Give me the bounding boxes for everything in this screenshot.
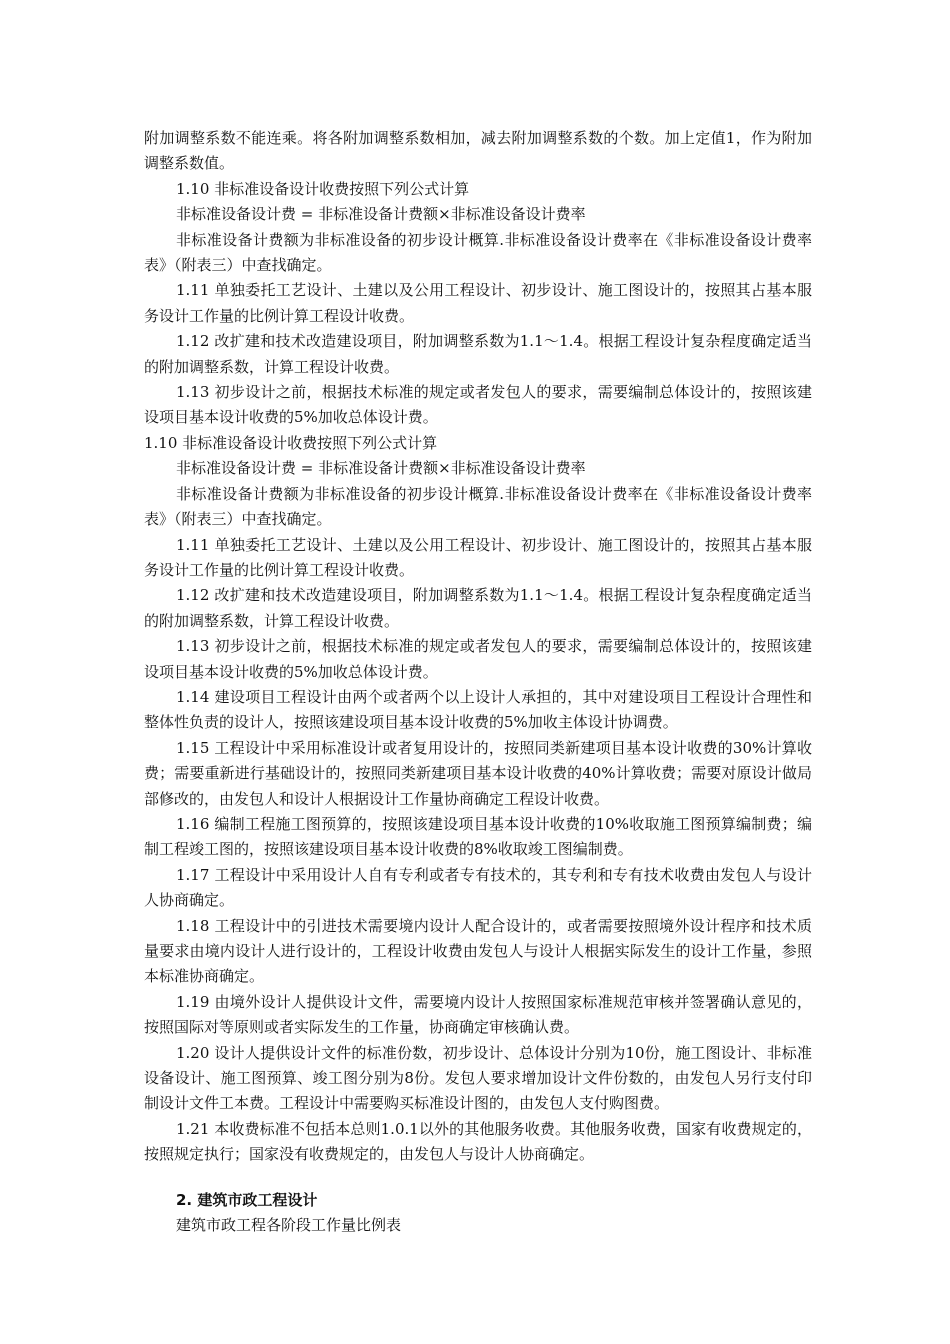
paragraph: 1.12 改扩建和技术改造建设项目，附加调整系数为1.1～1.4。根据工程设计复杂程度确定适当的附加调整系数，计算工程设计收费。 xyxy=(144,332,812,376)
paragraph: 非标准设备计费额为非标准设备的初步设计概算.非标准设备设计费率在《非标准设备设计费率表》（附表三）中查找确定。 xyxy=(144,484,812,529)
paragraph: 1.19 由境外设计人提供设计文件，需要境内设计人按照国家标准规范审核并签署确认意见的，按照国际对等原则或者实际发生的工作量，协商确定审核确认费。 xyxy=(144,992,812,1037)
section-heading: 2. 建筑市政工程设计 xyxy=(176,1190,318,1209)
paragraph: 1.13 初步设计之前，根据技术标准的规定或者发包人的要求，需要编制总体设计的，按照该建设项目基本设计收费的5%加收总体设计费。 xyxy=(144,383,812,427)
document-body xyxy=(144,126,812,1238)
paragraph: 非标准设备设计费 = 非标准设备计费额×非标准设备设计费率 xyxy=(176,205,586,224)
paragraph: 非标准设备设计费 = 非标准设备计费额×非标准设备设计费率 xyxy=(176,459,586,478)
paragraph: 1.20 设计人提供设计文件的标准份数，初步设计、总体设计分别为10份，施工图设计、非标准设备设计、施工图预算、竣工图分别为8份。发包人要求增加设计文件份数的，由发包人另行支付印制设计文件工本费。工程设计中需要购买标准设计图的，由发包人支付购图费。 xyxy=(144,1043,812,1113)
paragraph: 1.15 工程设计中采用标准设计或者复用设计的，按照同类新建项目基本设计收费的30%计算收费；需要重新进行基础设计的，按照同类新建项目基本设计收费的40%计算收费；需要对原设计做局部修改的，由发包人和设计人根据设计工作量协商确定工程设计收费。 xyxy=(144,738,812,808)
paragraph: 非标准设备计费额为非标准设备的初步设计概算.非标准设备设计费率在《非标准设备设计费率表》（附表三）中查找确定。 xyxy=(144,230,812,275)
paragraph: 1.10 非标准设备设计收费按照下列公式计算 xyxy=(144,433,438,452)
paragraph: 1.14 建设项目工程设计由两个或者两个以上设计人承担的，其中对建设项目工程设计合理性和整体性负责的设计人，按照该建设项目基本设计收费的5%加收主体设计协调费。 xyxy=(144,687,812,732)
paragraph: 1.13 初步设计之前，根据技术标准的规定或者发包人的要求，需要编制总体设计的，按照该建设项目基本设计收费的5%加收总体设计费。 xyxy=(144,637,812,681)
section-subtitle: 建筑市政工程各阶段工作量比例表 xyxy=(176,1216,402,1235)
paragraph: 1.10 非标准设备设计收费按照下列公式计算 xyxy=(176,179,470,198)
paragraph: 附加调整系数不能连乘。将各附加调整系数相加，减去附加调整系数的个数。加上定值1，作为附加调整系数值。 xyxy=(144,129,812,173)
paragraph: 1.11 单独委托工艺设计、土建以及公用工程设计、初步设计、施工图设计的，按照其占基本服务设计工作量的比例计算工程设计收费。 xyxy=(144,535,812,579)
paragraph: 1.16 编制工程施工图预算的，按照该建设项目基本设计收费的10%收取施工图预算编制费；编制工程竣工图的，按照该建设项目基本设计收费的8%收取竣工图编制费。 xyxy=(144,814,812,859)
paragraph: 1.18 工程设计中的引进技术需要境内设计人配合设计的，或者需要按照境外设计程序和技术质量要求由境内设计人进行设计的，工程设计收费由发包人与设计人根据实际发生的设计工作量，参照本标准协商确定。 xyxy=(144,916,812,986)
paragraph: 1.21 本收费标准不包括本总则1.0.1以外的其他服务收费。其他服务收费，国家有收费规定的，按照规定执行；国家没有收费规定的，由发包人与设计人协商确定。 xyxy=(144,1119,812,1164)
paragraph: 1.17 工程设计中采用设计人自有专利或者专有技术的，其专利和专有技术收费由发包人与设计人协商确定。 xyxy=(144,865,812,910)
section-spacer xyxy=(144,1168,812,1188)
paragraph: 1.11 单独委托工艺设计、土建以及公用工程设计、初步设计、施工图设计的，按照其占基本服务设计工作量的比例计算工程设计收费。 xyxy=(144,281,812,325)
paragraph: 1.12 改扩建和技术改造建设项目，附加调整系数为1.1～1.4。根据工程设计复杂程度确定适当的附加调整系数，计算工程设计收费。 xyxy=(144,586,812,630)
